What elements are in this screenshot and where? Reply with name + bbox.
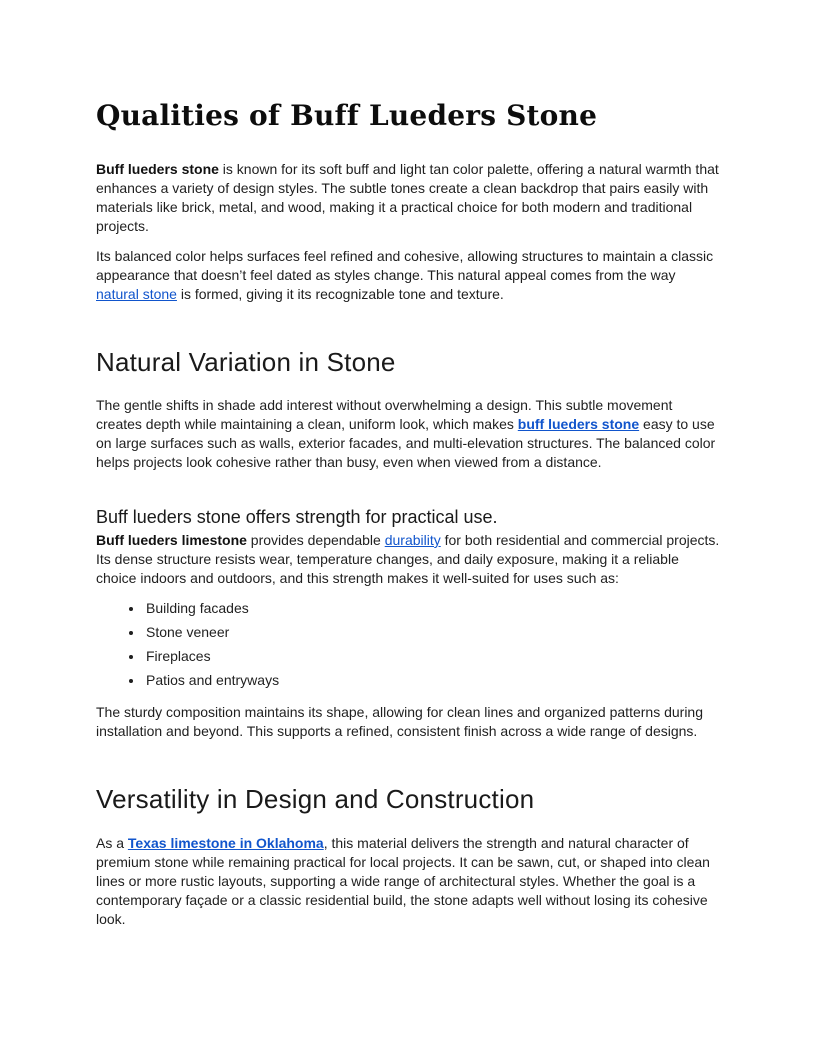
- section-heading-versatility: Versatility in Design and Construction: [96, 784, 535, 815]
- list-item: • Stone veneer: [144, 623, 720, 642]
- versatility-text-post: , this material delivers the strength and natural character of premium stone while remaining practical for local projects. It can be sawn, cut, or shaped into clean lines or more rustic layouts, supporting a wide range of architectural styles. Whether the goal is a contemporary façade or a classic residential build, the stone adapts well without losing its cohesive look.: [96, 834, 710, 927]
- subsection-heading-strength: Buff lueders stone offers strength for practical use.: [96, 507, 498, 528]
- buff-lueders-stone-link[interactable]: buff lueders stone: [517, 416, 640, 433]
- versatility-paragraph: [96, 834, 720, 929]
- sturdy-composition-paragraph: The sturdy composition maintains its shape, allowing for clean lines and organized patterns during installation and beyond. This supports a refined, consistent finish across a wide range of designs.: [96, 704, 704, 740]
- appearance-paragraph: [96, 247, 720, 304]
- document-title: Qualities of Buff Lueders Stone: [96, 99, 598, 132]
- variation-text-post: easy to use on large surfaces such as walls, exterior facades, and multi-elevation structures. The balanced color helps projects look cohesive rather than busy, even when viewed from a distance.: [96, 416, 716, 471]
- appearance-text-pre: Its balanced color helps surfaces feel refined and cohesive, allowing structures to maintain a classic appearance that doesn’t feel dated as styles change. This natural appeal comes from the way: [96, 247, 714, 283]
- durability-link[interactable]: durability: [384, 531, 441, 548]
- texas-limestone-link[interactable]: Texas limestone in Oklahoma: [127, 834, 324, 851]
- natural-stone-link[interactable]: natural stone: [96, 285, 177, 302]
- section-heading-natural-variation: Natural Variation in Stone: [96, 346, 396, 377]
- list-item: • Building facades: [144, 599, 720, 618]
- buff-lueders-limestone-bold-text: Buff lueders limestone: [96, 531, 247, 548]
- intro-text: is known for its soft buff and light tan color palette, offering a natural warmth that enhances a variety of design styles. The subtle tones create a clean backdrop that pairs easily with materials like brick, metal, and wood, making it a practical choice for both modern and traditional projects.: [96, 160, 719, 234]
- uses-bullet-list: [96, 599, 720, 690]
- appearance-text-post: is formed, giving it its recognizable tone and texture.: [176, 285, 504, 302]
- intro-paragraph: [96, 160, 720, 236]
- strength-text-post: for both residential and commercial projects. Its dense structure resists wear, temperature changes, and daily exposure, making it a reliable choice indoors and outdoors, and this strength makes it well-suited for uses such as:: [96, 531, 720, 586]
- list-item: • Patios and entryways: [144, 671, 720, 690]
- strength-paragraph: [96, 531, 720, 588]
- variation-paragraph: [96, 396, 720, 472]
- variation-text-pre: The gentle shifts in shade add interest without overwhelming a design. This subtle movement creates depth while maintaining a clean, uniform look, which makes: [96, 397, 673, 433]
- buff-lueders-stone-bold-text: Buff lueders stone: [96, 160, 219, 177]
- list-item: • Fireplaces: [144, 647, 720, 666]
- versatility-text-pre: As a: [96, 834, 128, 851]
- strength-text-mid: provides dependable: [246, 531, 385, 548]
